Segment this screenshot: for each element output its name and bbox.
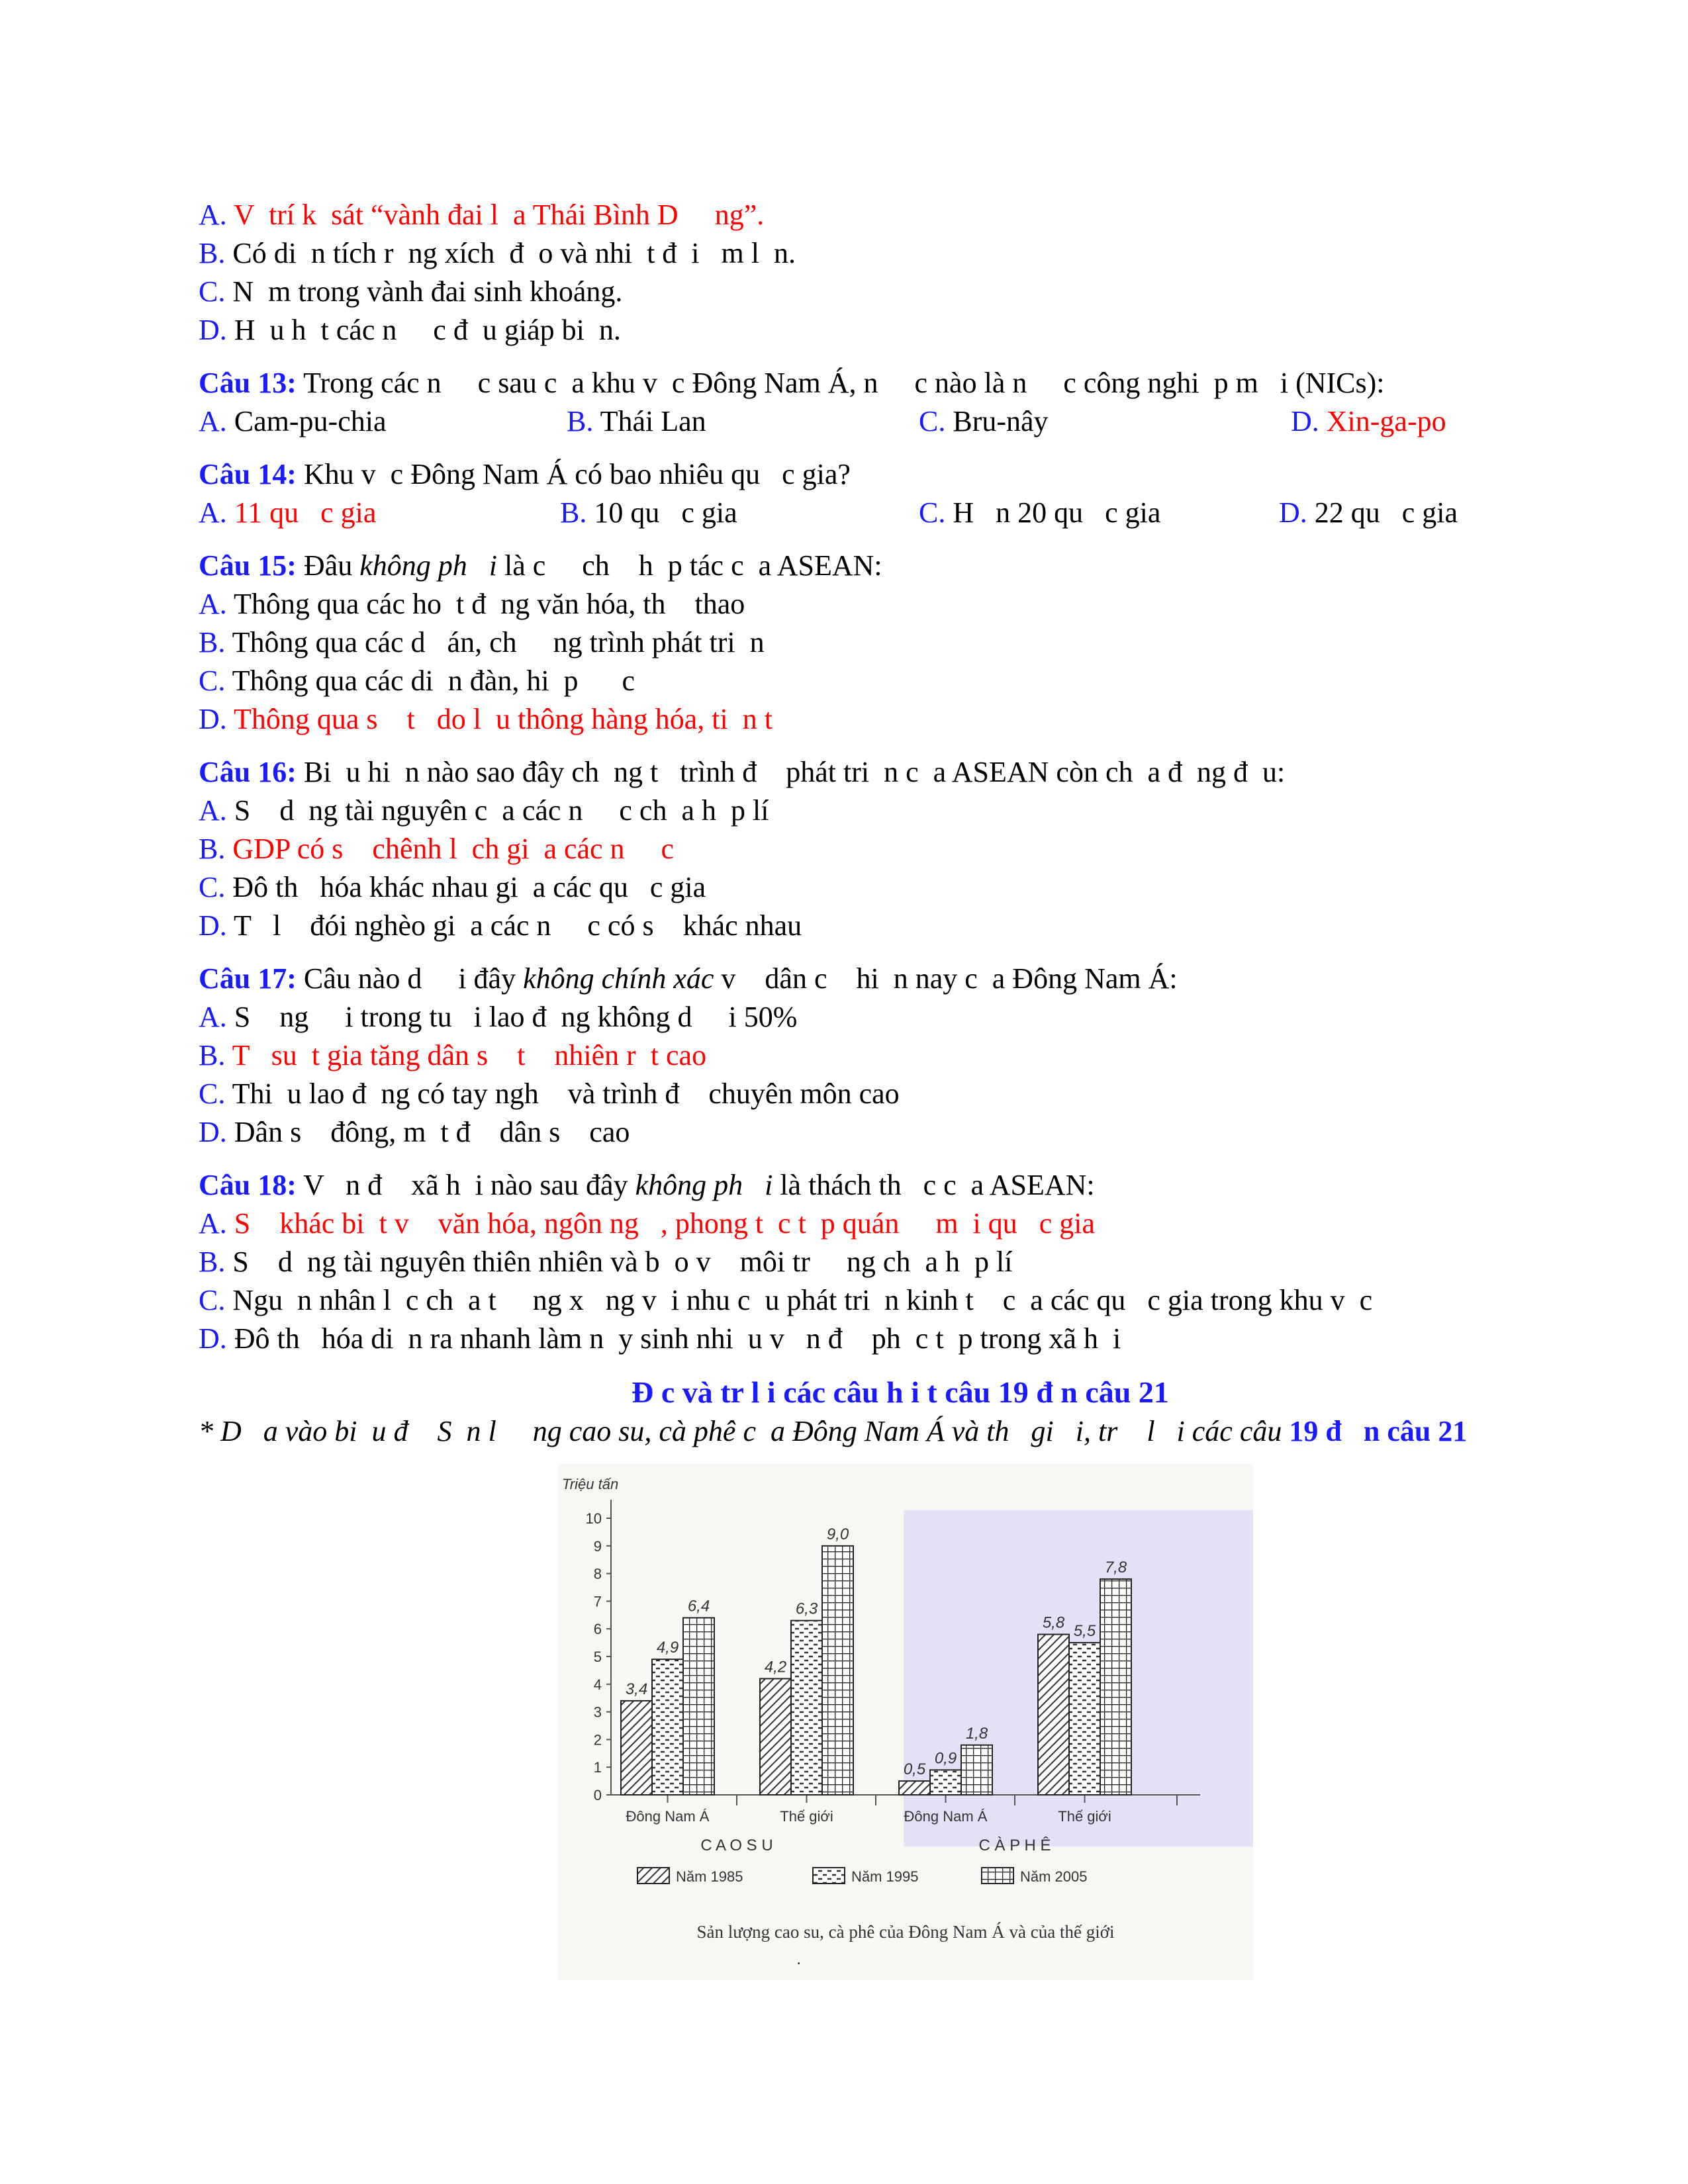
question-18-emphasis: không ph i — [635, 1169, 773, 1201]
option-text: S d ng tài nguyên c a các n c ch a h p lí — [226, 794, 769, 827]
question-14-options — [199, 494, 1602, 532]
question-18-post: là thách th c c a ASEAN: — [773, 1169, 1095, 1201]
data-label: 6,4 — [687, 1597, 710, 1615]
bar-năm-1995-2 — [930, 1770, 961, 1795]
option-letter: B. — [567, 405, 594, 437]
question-14-option-b — [560, 494, 737, 532]
option-text: T su t gia tăng dân s t nhiên r t cao — [225, 1039, 707, 1071]
y-tick-label: 4 — [593, 1676, 602, 1693]
question-18-options — [199, 1205, 1602, 1358]
question-18-option-d — [199, 1320, 1602, 1358]
option-letter: A. — [199, 1207, 227, 1240]
question-16-option-b — [199, 830, 1602, 868]
y-tick-label: 10 — [585, 1510, 602, 1527]
question-18-pre: V n đ xã h i nào sau đây — [296, 1169, 635, 1201]
question-18-stem — [199, 1166, 1602, 1205]
bar-năm-1985-0 — [621, 1701, 652, 1795]
data-label: 4,2 — [764, 1658, 787, 1676]
question-17-stem — [199, 960, 1602, 998]
question-14-option-c — [919, 494, 1160, 532]
legend-swatch — [637, 1868, 669, 1884]
option-letter: B. — [199, 833, 226, 865]
bar-năm-1995-1 — [791, 1621, 822, 1795]
question-14-option-d — [1279, 494, 1458, 532]
option-letter: C. — [919, 496, 946, 529]
question-15-stem — [199, 547, 1602, 585]
question-17-options — [199, 998, 1602, 1152]
instruction-mid — [1342, 1415, 1364, 1447]
y-tick-label: 0 — [593, 1787, 602, 1803]
option-text: Ngu n nhân l c ch a t ng x ng v i nhu c u phát tri n kinh t c a các qu c gia trong khu v c — [225, 1284, 1373, 1316]
question-13-option-c — [919, 402, 1049, 441]
legend-swatch — [813, 1868, 845, 1884]
option-text: Xin-ga-po — [1319, 405, 1446, 437]
option-letter: D. — [199, 314, 227, 346]
group-label-coffee: C À P H Ê — [978, 1837, 1051, 1854]
question-16-stem — [199, 753, 1602, 792]
bar-năm-2005-1 — [822, 1546, 853, 1795]
data-label: 5,8 — [1042, 1614, 1065, 1632]
question-18-label: Câu 18: — [199, 1169, 297, 1201]
option-letter: C. — [199, 1077, 226, 1110]
option-text: Cam-pu-chia — [226, 405, 387, 437]
option-letter: D. — [199, 1322, 227, 1355]
section-heading: Đ c và tr l i các câu h i t câu 19 đ n câu 21 — [632, 1375, 1169, 1409]
option-letter: B. — [199, 1039, 226, 1071]
category-label: Thế giới — [780, 1808, 833, 1825]
category-label: Đông Nam Á — [626, 1808, 710, 1825]
bar-năm-1995-3 — [1069, 1643, 1100, 1795]
question-13-option-d — [1291, 402, 1446, 441]
question-15-pre: Đâu — [296, 549, 360, 582]
y-tick-label: 2 — [593, 1731, 602, 1749]
option-text: Thái Lan — [593, 405, 706, 437]
option-letter: A. — [199, 405, 227, 437]
bar-năm-2005-3 — [1100, 1579, 1131, 1795]
option-text: T l đói nghèo gi a các n c có s khác nhau — [226, 909, 802, 942]
option-text: 10 qu c gia — [586, 496, 737, 529]
question-12-option-d — [199, 311, 1602, 349]
data-label: 1,8 — [965, 1724, 988, 1743]
option-text: H u h t các n c đ u giáp bi n. — [226, 314, 621, 346]
legend-label: Năm 1995 — [851, 1868, 919, 1885]
y-tick-label: 3 — [593, 1704, 602, 1721]
chart-footnote: . — [796, 1948, 802, 1968]
data-label: 4,9 — [656, 1639, 679, 1657]
y-tick-label: 5 — [593, 1649, 602, 1665]
bar-năm-1985-1 — [760, 1678, 791, 1795]
option-text: Thông qua s t do l u thông hàng hóa, ti n t — [226, 703, 773, 735]
bar-năm-1985-3 — [1038, 1635, 1069, 1795]
option-text: 22 qu c gia — [1307, 496, 1458, 529]
option-letter: D. — [199, 1116, 227, 1148]
data-label: 5,5 — [1073, 1622, 1096, 1641]
option-letter: A. — [199, 199, 227, 231]
option-letter: A. — [199, 588, 227, 620]
option-text: S d ng tài nguyên thiên nhiên và b o v môi tr ng ch a h p lí — [225, 1246, 1013, 1278]
question-15-post: là c ch h p tác c a ASEAN: — [496, 549, 882, 582]
option-letter: C. — [199, 664, 226, 697]
option-text: Thông qua các ho t đ ng văn hóa, th thao — [226, 588, 745, 620]
option-letter: A. — [199, 794, 227, 827]
option-text: Có di n tích r ng xích đ o và nhi t đ i m l n. — [225, 237, 796, 269]
option-letter: A. — [199, 1001, 227, 1033]
y-tick-label: 9 — [593, 1537, 602, 1555]
option-letter: D. — [1279, 496, 1307, 529]
question-12-option-c — [199, 273, 1602, 311]
bar-năm-2005-0 — [683, 1617, 714, 1795]
question-17-label: Câu 17: — [199, 962, 297, 995]
question-18-option-b — [199, 1243, 1602, 1281]
question-15-option-b — [199, 623, 1602, 662]
category-label: Đông Nam Á — [904, 1808, 988, 1825]
option-letter: B. — [560, 496, 587, 529]
question-16-option-a — [199, 792, 1602, 830]
legend-label: Năm 1985 — [676, 1868, 743, 1885]
option-text: Thông qua các di n đàn, hi p c — [225, 664, 635, 697]
option-letter: D. — [1291, 405, 1319, 437]
option-text: Đô th hóa di n ra nhanh làm n y sinh nhi u v n đ ph c t p trong xã h i — [226, 1322, 1121, 1355]
option-letter: B. — [199, 626, 226, 659]
question-15-option-a — [199, 585, 1602, 623]
option-text: Thi u lao đ ng có tay ngh và trình đ chuyên môn cao — [225, 1077, 900, 1110]
question-16-options — [199, 792, 1602, 945]
question-18-option-a — [199, 1205, 1602, 1243]
option-text: S khác bi t v văn hóa, ngôn ng , phong t c t p quán m i qu c gia — [226, 1207, 1096, 1240]
y-tick-label: 6 — [593, 1621, 602, 1638]
chart-caption: Sản lượng cao su, cà phê của Đông Nam Á và của thế giới — [696, 1922, 1115, 1942]
question-18-option-c — [199, 1281, 1602, 1320]
legend-swatch — [982, 1868, 1013, 1884]
chart-instruction — [199, 1412, 1602, 1451]
data-label: 3,4 — [625, 1680, 648, 1698]
option-letter: B. — [199, 237, 226, 269]
option-text: Đô th hóa khác nhau gi a các qu c gia — [225, 871, 706, 903]
question-14-stem — [199, 455, 1602, 494]
option-text: GDP có s chênh l ch gi a các n c — [225, 833, 675, 865]
question-14-label: Câu 14: — [199, 458, 297, 490]
y-tick-label: 8 — [593, 1565, 602, 1582]
instruction-prefix: * D a vào bi u đ S n l ng cao su, cà phê c a Đông Nam Á và th gi i, tr l i các câu — [199, 1415, 1289, 1447]
data-label: 0,5 — [903, 1760, 926, 1779]
question-12-option-b — [199, 234, 1602, 273]
question-17-option-c — [199, 1075, 1602, 1113]
production-chart — [558, 1464, 1253, 1980]
question-17-option-b — [199, 1036, 1602, 1075]
question-13-stem — [199, 364, 1602, 402]
question-17-option-a — [199, 998, 1602, 1036]
data-label: 0,9 — [934, 1749, 957, 1768]
option-text: H n 20 qu c gia — [945, 496, 1161, 529]
data-label: 6,3 — [795, 1600, 818, 1618]
option-letter: D. — [199, 703, 227, 735]
question-13-text: Trong các n c sau c a khu v c Đông Nam Á, n c nào là n c công nghi p m i (NICs): — [296, 367, 1385, 399]
option-text: N m trong vành đai sinh khoáng. — [225, 275, 623, 308]
option-letter: C. — [199, 871, 226, 903]
y-tick-label: 7 — [593, 1593, 602, 1610]
option-letter: D. — [199, 909, 227, 942]
question-14-option-a — [199, 494, 376, 532]
question-17-pre: Câu nào d i đây — [296, 962, 524, 995]
option-text: 11 qu c gia — [226, 496, 377, 529]
question-12-option-a — [199, 196, 1602, 234]
y-axis-title: Triệu tấn — [562, 1476, 619, 1492]
category-label: Thế giới — [1058, 1808, 1111, 1825]
chart-figure — [558, 1464, 1253, 1980]
option-letter: C. — [199, 1284, 226, 1316]
option-text: V trí k sát “vành đai l a Thái Bình D ng”. — [226, 199, 765, 231]
bar-năm-1985-2 — [899, 1781, 930, 1795]
question-17-emphasis: không chính xác — [523, 962, 714, 995]
question-13-option-a — [199, 402, 386, 441]
question-15-option-c — [199, 662, 1602, 700]
option-text: Dân s đông, m t đ dân s cao — [226, 1116, 630, 1148]
option-letter: A. — [199, 496, 227, 529]
instruction-emphasis-2: n câu 21 — [1363, 1415, 1468, 1447]
bar-năm-1995-0 — [652, 1659, 683, 1795]
exam-page — [199, 196, 1602, 1451]
question-14-text: Khu v c Đông Nam Á có bao nhiêu qu c gia? — [296, 458, 851, 490]
y-tick-label: 1 — [593, 1759, 602, 1776]
question-13-option-b — [567, 402, 706, 441]
question-17-post: v dân c hi n nay c a Đông Nam Á: — [714, 962, 1178, 995]
question-16-text: Bi u hi n nào sao đây ch ng t trình đ phát tri n c a ASEAN còn ch a đ ng đ u: — [296, 756, 1286, 788]
question-16-option-c — [199, 868, 1602, 907]
question-15-options — [199, 585, 1602, 739]
option-text: Bru-nây — [945, 405, 1049, 437]
bar-năm-2005-2 — [961, 1745, 992, 1795]
option-text: Thông qua các d án, ch ng trình phát tri n — [225, 626, 765, 659]
option-letter: B. — [199, 1246, 226, 1278]
option-letter: C. — [919, 405, 946, 437]
question-12-options — [199, 196, 1602, 349]
option-letter: C. — [199, 275, 226, 308]
question-15-option-d — [199, 700, 1602, 739]
data-label: 7,8 — [1104, 1558, 1127, 1576]
question-15-emphasis: không ph i — [359, 549, 497, 582]
question-13-options — [199, 402, 1602, 441]
data-label: 9,0 — [826, 1525, 849, 1543]
group-label-rubber: C A O S U — [700, 1837, 773, 1854]
legend-label: Năm 2005 — [1020, 1868, 1088, 1885]
instruction-emphasis-1: 19 đ — [1289, 1415, 1342, 1447]
option-text: S ng i trong tu i lao đ ng không d i 50% — [226, 1001, 798, 1033]
question-13-label: Câu 13: — [199, 367, 297, 399]
question-16-option-d — [199, 907, 1602, 945]
question-16-label: Câu 16: — [199, 756, 297, 788]
question-15-label: Câu 15: — [199, 549, 297, 582]
question-17-option-d — [199, 1113, 1602, 1152]
